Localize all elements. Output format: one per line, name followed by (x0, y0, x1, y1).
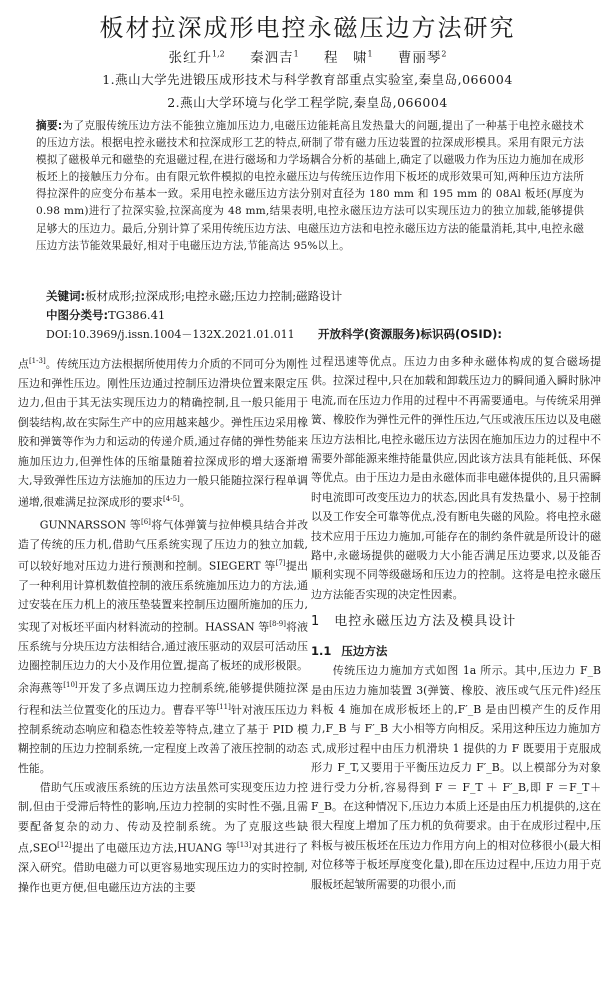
clc-text: TG386.41 (108, 308, 166, 322)
body-paragraph: 借助气压或液压系统的压边方法虽然可实现变压边力控制,但由于受滞后特性的影响,压边力控制的实时性不强,且需要配备复杂的动力、传动及控制系统。为了克服这些缺点,SEO[12]提出了电磁压边方法,HUANG 等[13]对其进行了深入研究。借助电磁力可以更容易地实现压边力的实时控制,操作也更方便,但电磁压边方法的主要 (18, 780, 308, 894)
clc-number (46, 307, 165, 323)
author: 张红升$^{1,2}$ (168, 49, 225, 66)
keywords-text: 板材成形;拉深成形;电控永磁;压边力控制;磁路设计 (85, 289, 343, 303)
doi-label: DOI: (46, 328, 72, 341)
body-paragraph: GUNNARSSON 等[6]将气体弹簧与拉伸模具结合并改造了传统的压力机,借助气压系统实现了压边力的独立加载,可以较好地对压边力进行预测和控制。SIEGERT 等[7]提出了一种利用计算机数值控制的液压系统施加压边力的方法,通过安装在压力机上的液压垫装置来控制压边圈所施加的压力,实现了对板坯平面内材料流动的控制。HASSAN 等[8-9]将液压系统与分块压边方法相结合,通过液压驱动的双层可活动压边圈控制压边力的大小及作用位置,提高了板坯的成形极限。余海燕等[10]开发了多点调压边力控制系统,能够提供随拉深行程和法兰位置变化的压边力。曹春平等[11]针对液压压边力控制系统动态响应和稳态性较差等特点,建立了基于 PID 模糊控制的压边力控制系统,一定程度上改善了液压控制的动态性能。 (18, 517, 308, 775)
subsection-heading: 1.1 压边方法 (311, 643, 388, 658)
body-column-left (18, 352, 308, 897)
paper-title: 板材拉深成形电控永磁压边方法研究 (99, 14, 516, 42)
body-paragraph: 传统压边力施加方式如图 1a 所示。其中,压边力 F_B 是由压边力施加装置 3(弹簧、橡胶、液压或气压元件)经压料板 4 施加在成形板坯上的,F′_B 是由凹模产生的反作用力,F_B 与 F′_B 大小相等方向相反。采用这种压边力施加方式,成形过程中由压力机滑块 1 提供的力 F 既要用于克服成形力 F_T,又要用于平衡压边反力 F′_B。以上模部分为对象进行受力分析,容易得到 F ＝ F_T ＋ F′_B,即 F ＝F_T＋F_B。在这种情况下,压边力本质上还是由压力机提供的,这在很大程度上增加了压力机的负荷要求。由于在成形过程中,压料板与被压板坯在压边力作用方向上的相对位移很小(最大相对位移等于板坯厚度变化量),即在压边过程中,压边力用于克服板坯起皱所需要的功很小,而 (311, 664, 601, 891)
section-heading: 1 电控永磁压边方法及模具设计 (311, 614, 517, 630)
body-paragraph: 过程迅速等优点。压边力由多种永磁体构成的复合磁场提供。拉深过程中,只在加载和卸载压边力的瞬间通入瞬时脉冲电流,而在压边力作用的过程中不再需要通电。与传统采用弹簧、橡胶作为弹性元件的弹性压边,气压或液压压边以及电磁压边方法相比,电控永磁压边方法因在施加压边力的过程中不需要外部能源来维持能量供应,因此该方法具有能耗低、环保等优点。由于压边力是由永磁体而非电磁体提供的,且只需瞬时电流即可改变压边力的状态,因此具有发热量小、易于控制以及工作安全可靠等优点,没有断电失磁的风险。将电控永磁技术应用于压边力施加,可能存在的制约条件就是所设计的磁路中,永磁场提供的磁吸力大小能否满足压边要求,以及能否顺利实现不同等级磁场和压边力的控制。这将是电控永磁压边方法能否实现的决定性因素。 (311, 355, 601, 601)
osid-label: 开放科学(资源服务)标识码(OSID): (318, 327, 503, 341)
abstract (36, 118, 584, 255)
author: 曹丽琴$^2$ (397, 49, 447, 66)
doi (46, 326, 295, 342)
body-column-right (311, 352, 601, 894)
author-list (0, 46, 615, 66)
affiliation: 1.燕山大学先进锻压成形技术与科学教育部重点实验室,秦皇岛,066004 (102, 72, 513, 87)
affiliation: 2.燕山大学环境与化学工程学院,秦皇岛,066004 (167, 95, 448, 110)
keywords-label: 关键词: (46, 289, 86, 303)
abstract-label: 摘要: (36, 120, 63, 132)
keywords (46, 288, 342, 304)
author: 秦泗吉$^1$ (250, 49, 299, 66)
clc-label: 中图分类号: (46, 308, 109, 322)
author: 程 啸$^1$ (323, 49, 373, 66)
doi-text: 10.3969/j.issn.1004－132X.2021.01.011 (71, 328, 295, 341)
body-paragraph: 点[1-3]。传统压边方法根据所使用传力介质的不同可分为刚性压边和弹性压边。刚性压边通过控制压边滑块位置来限定压边力,但由于其无法实现压边力的精确控制,且一般只能用于倒装结构,故在实际生产中的应用越来越少。弹性压边采用橡胶和弹簧等作为力和运动的传递介质,通过存储的弹性势能来施加压边力,但弹性体的压缩量随着拉深成形的增大逐渐增大,导致弹性压边方法施加的压边力一般只能随拉深行程单调递增,很难满足拉深成形的要求[4-5]。 (18, 357, 308, 510)
abstract-text: 为了克服传统压边方法不能独立施加压边力,电磁压边能耗高且发热量大的问题,提出了一种基于电控永磁技术的压边方法。根据电控永磁技术和拉深成形工艺的特点,研制了带有磁力压边装置的拉深成形模具。采用有限元方法模拟了磁极单元和磁垫的充退磁过程,在进行磁场和力学场耦合分析的基础上,确定了以磁吸力作为压边力施加在成形板坯上的接触压力分布。由有限元软件模拟的电控永磁压边与传统压边作用下板坯的成形效果可知,两种压边方法所得拉深件的应变分布基本一致。采用电控永磁压边方法分别对直径为 180 mm 和 195 mm 的 08Al 板坯(厚度为 0.98 mm)进行了拉深实验,拉深高度为 48 mm,结果表明,电控永磁压边方法可以实现压边力的独立加载,能够提供足够大的压边力。最后,分别计算了采用传统压边方法、电磁压边方法和电控永磁压边方法的能量消耗,其中,电控永磁压边方法节能效果最好,相对于电磁压边方法,节能高达 95%以上。 (36, 120, 584, 252)
